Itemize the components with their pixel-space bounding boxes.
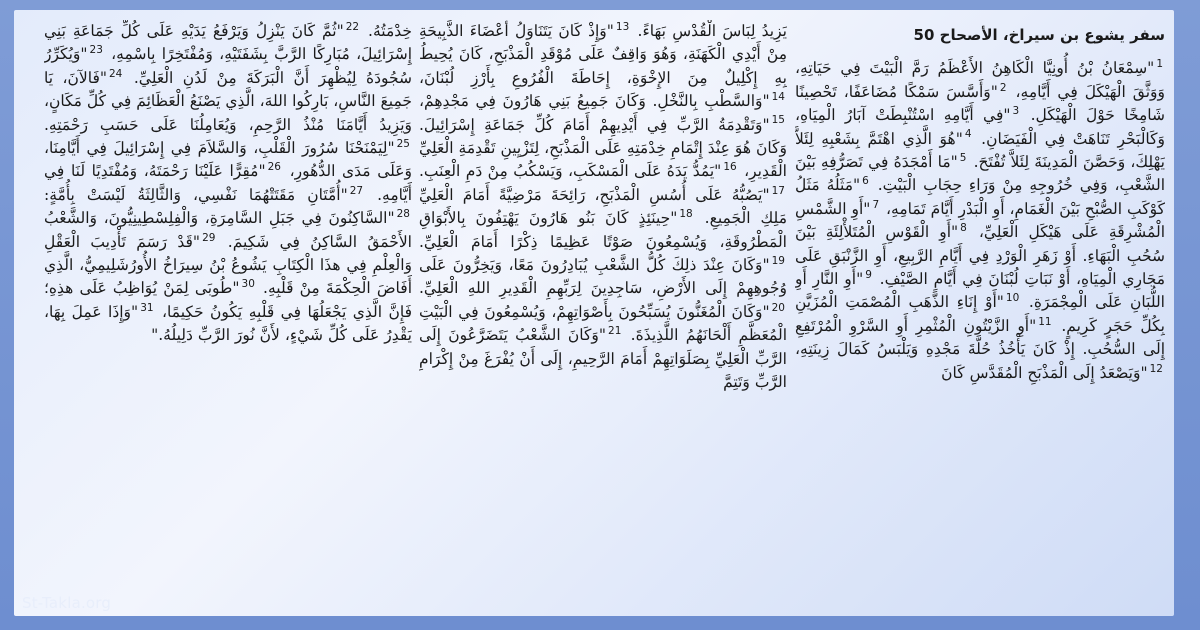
verse-number: 15	[771, 114, 785, 127]
verse-text: "وَكَانَ الْمُغَنُّونَ يُسَبِّحُونَ بِأَصْوَاتِهِمْ، وَيُسْمِعُونَ فِي الْبَيْتِ الْمُعَظَّمِ أَلْحَانَهُمُ اللَّذِيذَةَ.	[419, 302, 787, 345]
verse-text: "فَالآنَ، يَا جَمِيعَ النَّاسِ، بَارِكُوا اللهَ، الَّذِي يَصْنَعُ الْعَظَائِمَ فِي كُلِّ مَكَانٍ، وَيَزِيدُ أَيَّامَنَا مُنْذُ الرَّحِمِ، وَيُعَامِلُنَا عَلَى حَسَبِ رَحْمَتِهِ.	[44, 68, 412, 134]
verse-number: 31	[140, 301, 154, 314]
verse-text: "أَوِ النَّارِ أَوِ اللُّبَانِ عَلَى الْمِجْمَرَةِ.	[795, 270, 1165, 312]
verse-number: 28	[396, 208, 410, 221]
verse-text: "وَتَقْدِمَةُ الرَّبِّ فِي أَيْدِيهِمْ أَمَامَ كُلِّ جَمَاعَةِ إِسْرَائِيلَ. وَكَانَ هُوَ عِنْدَ إِتْمَامِ خِدْمَتِهِ عَلَى الْمَذْبَحِ، لِتَزْيِينِ تَقْدِمَةِ الْعَلِيِّ الْقَدِيرِ،	[419, 115, 787, 181]
verse-text: "وَإِذَا عَمِلَ بِهَا، يَقْدِرُ عَلَى كُلِّ شَيْءٍ، لأَنَّ نُورَ الرَّبِّ دَلِيلُهُ."	[44, 302, 412, 345]
verse-text: "أَوِ الشَّمْسِ الْمُشْرِقَةِ عَلَى هَيْكَلِ الْعَلِيِّ،	[795, 199, 1165, 242]
verse-text: "سِمْعَانُ بْنُ أُونِيَّا الْكَاهِنُ الأَعْظَمُ رَمَّ الْبَيْتَ فِي حَيَاتِهِ، وَوَثَّقَ الْهَيْكَلَ فِي أَيَّامِهِ،	[795, 59, 1165, 101]
verse-number: 23	[89, 44, 103, 57]
verse-number: 1	[1156, 58, 1163, 71]
verse-text: "ثُمَّ كَانَ يَنْزِلُ وَيَرْفَعُ يَدَيْهِ عَلَى كُلِّ جَمَاعَةِ بَنِي إِسْرَائِيلَ، مُبَارِكًا الرَّبَّ بِشَفَتَيْهِ، وَمُفْتَخِرًا بِاسْمِهِ،	[44, 22, 412, 64]
verse-text: "وَيَصْعَدُ إِلَى الْمَذْبَحِ الْمُقَدَّسِ كَانَ	[941, 363, 1148, 382]
verse-text: "مَا أَمْجَدَهُ فِي تَصَرُّفِهِ بَيْنَ الشَّعْبِ، وَفِي خُرُوجِهِ مِنْ وَرَاءِ حِجَابِ الْبَيْتِ.	[795, 153, 1165, 195]
verse-text: "وَالسَّطْبِ بِالنَّخْلِ. وَكَانَ جَمِيعُ بَنِي هَارُونَ فِي مَجْدِهِمْ،	[419, 92, 770, 111]
verse-text: "يَصُبُّهُ عَلَى أُسُسِ الْمَذْبَحِ، رَائِحَةَ مَرْضِيَّةً أَمَامَ الْعَلِيِّ مَلِكِ الْجَمِيعِ.	[419, 185, 787, 228]
verses-middle	[419, 22, 787, 391]
verse-text: "حِينَئِذٍ كَانَ بَنُو هَارُونَ يَهْتِفُونَ بِالأَبْوَاقِ الْمَطْرُوقَةِ، وَيُسْمِعُونَ صَوْتًا عَظِيمًا ذِكْرًا أَمَامَ الْعَلِيِّ.	[419, 209, 787, 251]
verse-text: يَزِيدُ لِبَاسَ الْقُدْسِ بَهَاءً.	[631, 22, 787, 40]
verse-number: 9	[865, 268, 872, 281]
verse-text: "وَكَانَ عِنْدَ ذلِكَ كُلُّ الشَّعْبِ يُبَادِرُونَ مَعًا، وَيَخِرُّونَ عَلَى وُجُوهِهِمْ إِلَى الأَرْضِ، سَاجِدِينَ لِرَبِّهِمِ الْقَدِيرِ اللهِ الْعَلِيِّ.	[419, 256, 787, 298]
verse-number: 12	[1149, 362, 1163, 375]
verse-text: "أَوِ الْقَوْسِ الْمُتَلأْلِئَةِ بَيْنَ سُحُبِ الْبَهَاءِ. أَوْ زَهَرِ الْوَرْدِ فِي أَيَّامِ الرَّبِيعِ، أَوِ الزَّنْبَقِ عَلَى مَجَارِي الْمِيَاهِ، أَوْ نَبَاتِ لُبْنَانَ فِي أَيَّامِ الصَّيْفِ.	[795, 223, 1165, 289]
verse-number: 26	[267, 161, 281, 174]
verse-number: 18	[679, 208, 693, 221]
verse-text: "مَثَلُهُ مَثَلُ كَوْكَبِ الصُّبْحِ بَيْنَ الْغَمَامِ، أَوِ الْبَدْرِ أَيَّامَ تَمَامِهِ،	[795, 176, 1165, 218]
verse-text: "هُوَ الَّذِي اهْتَمَّ بِشَعْبِهِ لِئَلاَّ يَهْلِكَ، وَحَصَّنَ الْمَدِينَةَ لِئَلاَّ تُفْتَحَ.	[795, 129, 1165, 172]
verse-text: "طُوبَى لِمَنْ يُوَاظِبُ عَلَى هذِهِ؛ فَإِنَّ الَّذِي يَجْعَلُهَا فِي قَلْبِهِ يَكُونُ حَكِيمًا،	[44, 279, 412, 321]
verse-number: 10	[1005, 292, 1020, 305]
verse-number: 13	[615, 20, 630, 33]
verse-text: "مُقِرًّا عَلَيْنَا رَحْمَتَهُ، وَمُفْتَدِيًا لَنَا فِي أَيَّامِهِ.	[44, 162, 412, 204]
verse-text: "أَوِ الزَّيْتُونِ الْمُثْمِرِ أَوِ السَّرْوِ الْمُرْتَفِعِ إِلَى السُّحُبِ. إِذْ كَانَ يَأْخُذُ حُلَّةَ مَجْدِهِ وَيَلْبَسُ كَمَالَ زِينَتِهِ،	[795, 316, 1165, 359]
verse-number: 24	[109, 67, 123, 80]
verse-number: 16	[723, 161, 737, 174]
verse-number: 27	[349, 184, 364, 197]
verse-number: 17	[771, 184, 785, 197]
verse-text: "قَدْ رَسَمَ تَأْدِيبَ الْعَقْلِ وَالْعِلْمِ فِي هذَا الْكِتَابِ يَشُوعُ بْنُ سِيرَاخُ الأُورُشَلِيمِيُّ، الَّذِي أَفَاضَ الْحِكْمَةَ مِنْ قَلْبِهِ.	[44, 232, 412, 298]
verse-number: 7	[872, 198, 880, 211]
verse-text: "وَإِذْ كَانَ يَتَنَاوَلُ أَعْضَاءَ الذَّبِيحَةِ مِنْ أَيْدِي الْكَهَنَةِ، وَهُوَ وَاقِفٌ عَلَى مُوْقَدِ الْمَذْبَحِ، كَانَ يُحِيطُ بِهِ إِكْلِيلٌ مِنَ الإِخْوَةِ، إِحَاطَةَ الْفُرُوعِ بِأَرْزِ لُبْنَانَ،	[419, 22, 787, 87]
verse-number: 8	[960, 222, 967, 235]
verses-right	[795, 59, 1165, 381]
verse-text: "وَأَسَّسَ سَمْكًا مُضَاعَفًا، تَحْصِينًا شَامِخًا حَوْلَ الْهَيْكَلِ.	[795, 82, 1165, 125]
text-column-right	[795, 20, 1165, 606]
verse-text: "لِيَمْنَحْنَا سُرُورَ الْقَلْبِ، وَالسَّلاَمَ فِي إِسْرَائِيلَ فِي أَيَّامِنَا، وَعَلَى مَدَى الدُّهُورِ،	[44, 139, 412, 181]
verse-text: "وَيُكَرِّرُ سُجُودَهُ لِيُظْهِرَ أَنَّ الْبَرَكَةَ مِنْ لَدُنِ الْعَلِيِّ.	[44, 45, 412, 87]
verse-number: 11	[1038, 315, 1052, 328]
text-column-middle	[419, 20, 787, 606]
verse-number: 6	[862, 175, 869, 188]
chapter-title: سفر يشوع بن سيراخ، الأصحاح 50	[913, 26, 1165, 44]
verse-text: خِدْمَتُهُ.	[361, 22, 412, 40]
verse-number: 30	[241, 278, 255, 291]
verse-text: "فِي أَيَّامِهِ اسْتُنْبِطَتْ آبَارُ الْمِيَاهِ، وَكَالْبَحْرِ تَنَاهَتْ فِي الْفَيَضَانِ.	[795, 106, 1165, 148]
verse-text: "السَّاكِنُونَ فِي جَبَلِ السَّامِرَةِ، وَالْفِلِسْطِينِيُّونَ، وَالشَّعْبُ الأَحْمَقُ السَّاكِنُ فِي شَكِيمَ.	[44, 209, 412, 251]
verse-number: 19	[771, 254, 785, 267]
verse-number: 29	[202, 231, 216, 244]
verse-number: 20	[771, 301, 785, 314]
verse-text: "يَمُدُّ يَدَهُ عَلَى الْمَسْكَبِ، وَيَسْكُبُ مِنْ دَمِ الْعِنَبِ.	[419, 162, 722, 181]
verse-number: 5	[959, 151, 967, 164]
site-watermark: St-Takla.org	[22, 594, 112, 612]
verse-number: 4	[964, 128, 972, 141]
verse-number: 2	[999, 81, 1007, 94]
verse-text: "أَوْ إِنَاءِ الذَّهَبِ الْمُصْمَتِ الْمُزَيَّنِ بِكُلِّ حَجَرٍ كَرِيمٍ.	[795, 293, 1165, 335]
verse-text: "أُمَّتَانِ مَقَتَتْهُمَا نَفْسِي، وَالثَّالِثَةُ لَيْسَتْ بِأُمَّةٍ:	[44, 185, 348, 204]
verse-text: "وَكَانَ الشَّعْبُ يَتَضَرَّعُونَ إِلَى الرَّبِّ الْعَلِيِّ بِصَلَوَاتِهِمْ أَمَامَ الرَّحِيمِ، إِلَى أَنْ يُفْرَغَ مِنْ إِكْرَامِ الرَّبِّ وَتَتِمَّ	[419, 326, 787, 392]
text-column-left	[44, 20, 412, 606]
verse-number: 3	[1012, 105, 1020, 118]
verse-number: 25	[396, 137, 410, 150]
verses-left	[44, 22, 412, 344]
verse-number: 22	[345, 20, 360, 33]
scripture-panel	[14, 10, 1174, 616]
verse-number: 14	[771, 91, 785, 104]
verse-number: 21	[608, 325, 622, 338]
